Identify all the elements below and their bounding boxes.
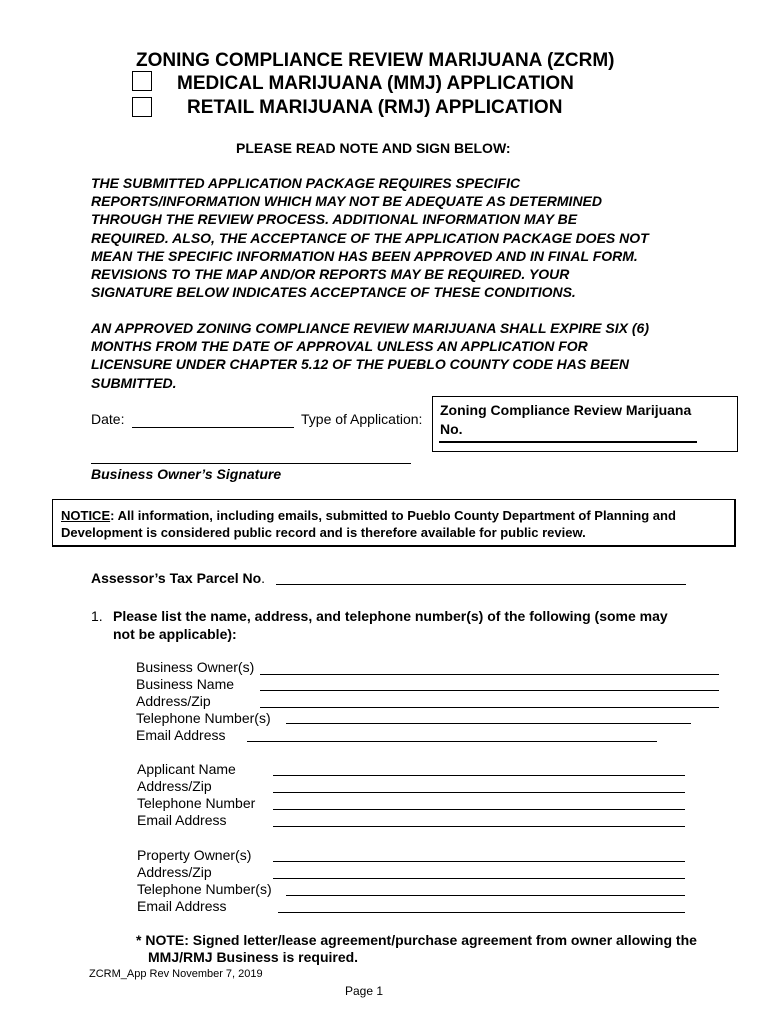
rmj-option-label: RETAIL MARIJUANA (RMJ) APPLICATION [187, 97, 563, 118]
mmj-checkbox[interactable] [132, 71, 152, 91]
business-address-field[interactable] [260, 707, 719, 708]
type-of-application-label: Type of Application: [301, 411, 423, 427]
property-email-field[interactable] [278, 912, 685, 913]
applicant-name-label: Applicant Name [137, 761, 236, 777]
applicant-telephone-label: Telephone Number [137, 795, 256, 811]
note-line-1: * NOTE: Signed letter/lease agreement/purchase agreement from owner allowing the [136, 932, 697, 948]
business-address-label: Address/Zip [136, 693, 211, 709]
property-address-label: Address/Zip [137, 864, 212, 880]
note-line-2: MMJ/RMJ Business is required. [148, 949, 359, 965]
applicant-address-label: Address/Zip [137, 778, 212, 794]
applicant-name-field[interactable] [273, 775, 685, 776]
zcrm-number-field[interactable] [439, 441, 697, 443]
zcrm-number-box [432, 396, 738, 452]
paragraph-line: REPORTS/INFORMATION WHICH MAY NOT BE ADEQUATE AS DETERMINED [91, 193, 603, 210]
zcrm-box-label: Zoning Compliance Review Marijuana [440, 402, 692, 418]
paragraph-line: REQUIRED. ALSO, THE ACCEPTANCE OF THE APPLICATION PACKAGE DOES NOT [91, 229, 649, 246]
paragraph-line: REVISIONS TO THE MAP AND/OR REPORTS MAY BE REQUIRED. YOUR [91, 266, 570, 283]
property-address-field[interactable] [273, 878, 685, 879]
revision-footer: ZCRM_App Rev November 7, 2019 [89, 968, 263, 980]
paragraph-line: MONTHS FROM THE DATE OF APPROVAL UNLESS AN APPLICATION FOR [91, 338, 588, 355]
signature-label: Business Owner’s Signature [91, 466, 282, 482]
form-title: ZONING COMPLIANCE REVIEW MARIJUANA (ZCRM) [136, 50, 615, 71]
paragraph-line: AN APPROVED ZONING COMPLIANCE REVIEW MARIJUANA SHALL EXPIRE SIX (6) [91, 320, 649, 336]
paragraph-line: SIGNATURE BELOW INDICATES ACCEPTANCE OF THESE CONDITIONS. [91, 284, 576, 301]
business-telephone-field[interactable] [286, 723, 691, 724]
parcel-label [91, 570, 265, 586]
rmj-checkbox[interactable] [132, 97, 152, 117]
question-text-1: Please list the name, address, and telephone number(s) of the following (some may [113, 608, 668, 624]
applicant-email-label: Email Address [137, 812, 227, 828]
applicant-email-field[interactable] [273, 826, 685, 827]
zcrm-box-no-label: No. [440, 421, 463, 437]
notice-text-1: : All information, including emails, submitted to Pueblo County Department of Planning and [110, 508, 676, 523]
paragraph-line: THE SUBMITTED APPLICATION PACKAGE REQUIRES SPECIFIC [91, 175, 521, 191]
property-email-label: Email Address [137, 898, 227, 914]
mmj-option-label: MEDICAL MARIJUANA (MMJ) APPLICATION [177, 73, 574, 94]
paragraph-line: THROUGH THE REVIEW PROCESS. ADDITIONAL INFORMATION MAY BE [91, 211, 578, 228]
notice-lead: NOTICE [61, 508, 111, 523]
notice-box [52, 499, 736, 547]
conditions-paragraph [91, 174, 731, 301]
date-label: Date: [91, 411, 125, 427]
applicant-address-field[interactable] [273, 792, 685, 793]
paragraph-line: SUBMITTED. [91, 374, 177, 391]
signature-field[interactable] [91, 463, 411, 464]
parcel-number-field[interactable] [276, 584, 686, 585]
question-number: 1. [91, 608, 103, 624]
parcel-label-dot: . [261, 570, 266, 586]
notice-text-2: Development is considered public record and is therefore available for public review. [61, 525, 586, 540]
paragraph-line: LICENSURE UNDER CHAPTER 5.12 OF THE PUEBLO COUNTY CODE HAS BEEN [91, 356, 630, 373]
property-telephone-label: Telephone Number(s) [137, 881, 272, 897]
property-telephone-field[interactable] [286, 895, 685, 896]
business-name-label: Business Name [136, 676, 235, 692]
business-telephone-label: Telephone Number(s) [136, 710, 271, 726]
expiry-paragraph [91, 319, 731, 392]
notice-line-1 [61, 508, 676, 523]
parcel-label-text: Assessor’s Tax Parcel No [91, 570, 262, 586]
business-email-field[interactable] [247, 741, 657, 742]
applicant-telephone-field[interactable] [273, 809, 685, 810]
business-owner-field[interactable] [260, 674, 719, 675]
paragraph-line: MEAN THE SPECIFIC INFORMATION HAS BEEN APPROVED AND IN FINAL FORM. [91, 247, 638, 264]
business-email-label: Email Address [136, 727, 226, 743]
question-text-2: not be applicable): [113, 626, 237, 642]
instruction-heading: PLEASE READ NOTE AND SIGN BELOW: [236, 140, 511, 156]
date-field[interactable] [132, 427, 294, 428]
business-name-field[interactable] [260, 690, 719, 691]
property-owner-label: Property Owner(s) [137, 847, 252, 863]
property-owner-field[interactable] [273, 861, 685, 862]
page-number: Page 1 [345, 984, 384, 998]
business-owner-label: Business Owner(s) [136, 659, 255, 675]
